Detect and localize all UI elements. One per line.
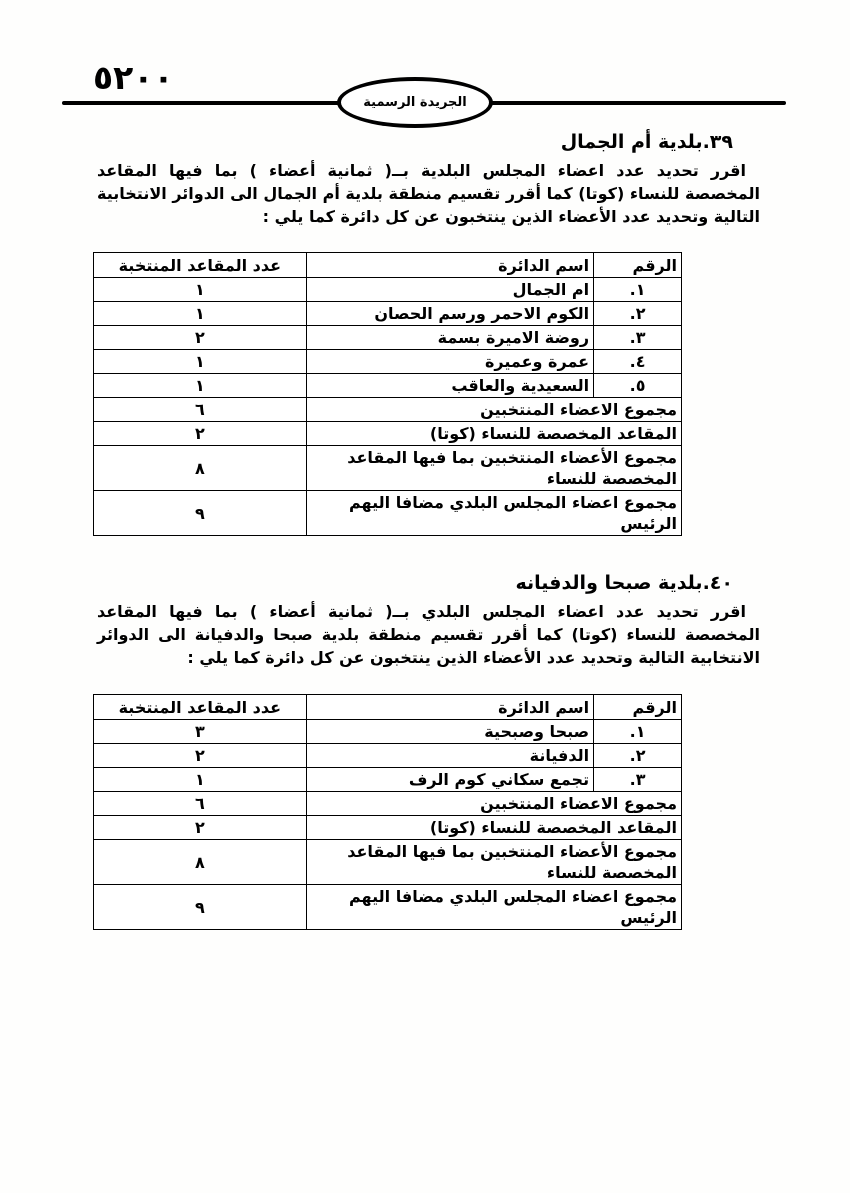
gazette-name: الجريدة الرسمية: [363, 95, 467, 110]
district-number: ١.: [594, 720, 682, 744]
district-name: ام الجمال: [306, 278, 593, 302]
column-header-district-name: اسم الدائرة: [306, 253, 593, 278]
section-40-paragraph: اقرر تحديد عدد اعضاء المجلس البلدي بــ( ثمانية أعضاء ) بما فيها المقاعد المخصصة للنساء (كوتا) كما أقرر تقسيم منطقة بلدية صبحا والدفيانة الى الدوائر الانتخابية التالية وتحديد عدد الأعضاء الذين ينتخبون عن كل دائرة كما يلي :: [97, 602, 760, 667]
district-number: ٣.: [594, 326, 682, 350]
seats-count: ١: [94, 374, 307, 398]
district-name: روضة الاميرة بسمة: [306, 326, 593, 350]
section-40-seats-table: [93, 694, 682, 930]
column-header-number: الرقم: [594, 695, 682, 720]
column-header-elected-seats: عدد المقاعد المنتخبة: [94, 695, 307, 720]
summary-row: [94, 792, 682, 816]
summary-row: [94, 816, 682, 840]
summary-value: ٨: [94, 840, 307, 885]
gazette-name-ellipse: [337, 77, 493, 128]
table-header-row: [94, 253, 682, 278]
seats-count: ١: [94, 350, 307, 374]
summary-label: مجموع الأعضاء المنتخبين بما فيها المقاعد المخصصة للنساء: [306, 840, 681, 885]
summary-label: مجموع الاعضاء المنتخبين: [306, 398, 681, 422]
column-header-number: الرقم: [594, 253, 682, 278]
district-name: عمرة وعميرة: [306, 350, 593, 374]
column-header-elected-seats: عدد المقاعد المنتخبة: [94, 253, 307, 278]
district-name: السعيدية والعاقب: [306, 374, 593, 398]
table-row: [94, 768, 682, 792]
section-39-seats-table: [93, 252, 682, 536]
summary-value: ٢: [94, 422, 307, 446]
district-number: ١.: [594, 278, 682, 302]
summary-row: [94, 398, 682, 422]
seats-count: ١: [94, 302, 307, 326]
summary-value: ٩: [94, 885, 307, 930]
summary-value: ٦: [94, 398, 307, 422]
table-row: [94, 374, 682, 398]
summary-label: مجموع اعضاء المجلس البلدي مضافا اليهم الرئيس: [306, 885, 681, 930]
seats-count: ٣: [94, 720, 307, 744]
seats-count: ٢: [94, 744, 307, 768]
district-number: ٢.: [594, 302, 682, 326]
summary-row: [94, 446, 682, 491]
section-40-title: ٤٠.بلدية صبحا والدفيانه: [515, 572, 733, 594]
district-number: ٢.: [594, 744, 682, 768]
summary-value: ٩: [94, 491, 307, 536]
table-row: [94, 350, 682, 374]
column-header-district-name: اسم الدائرة: [306, 695, 593, 720]
summary-value: ٦: [94, 792, 307, 816]
table-row: [94, 744, 682, 768]
summary-row: [94, 422, 682, 446]
summary-label: مجموع الأعضاء المنتخبين بما فيها المقاعد المخصصة للنساء: [306, 446, 681, 491]
district-number: ٣.: [594, 768, 682, 792]
table-row: [94, 302, 682, 326]
seats-count: ١: [94, 768, 307, 792]
section-39-title: ٣٩.بلدية أم الجمال: [560, 131, 733, 153]
seats-count: ١: [94, 278, 307, 302]
summary-label: مجموع اعضاء المجلس البلدي مضافا اليهم الرئيس: [306, 491, 681, 536]
table-row: [94, 720, 682, 744]
table-header-row: [94, 695, 682, 720]
seats-count: ٢: [94, 326, 307, 350]
district-name: الكوم الاحمر ورسم الحصان: [306, 302, 593, 326]
table-row: [94, 326, 682, 350]
summary-row: [94, 840, 682, 885]
summary-label: المقاعد المخصصة للنساء (كوتا): [306, 816, 681, 840]
summary-row: [94, 885, 682, 930]
table-row: [94, 278, 682, 302]
summary-label: المقاعد المخصصة للنساء (كوتا): [306, 422, 681, 446]
summary-value: ٢: [94, 816, 307, 840]
district-name: صبحا وصبحية: [306, 720, 593, 744]
district-name: الدفيانة: [306, 744, 593, 768]
page-number: ٥٢٠٠: [93, 58, 174, 97]
summary-label: مجموع الاعضاء المنتخبين: [306, 792, 681, 816]
summary-value: ٨: [94, 446, 307, 491]
district-name: تجمع سكاني كوم الرف: [306, 768, 593, 792]
section-39-paragraph: اقرر تحديد عدد اعضاء المجلس البلدية بــ( ثمانية أعضاء ) بما فيها المقاعد المخصصة للنساء (كوتا) كما أقرر تقسيم منطقة بلدية أم الجمال الى الدوائر الانتخابية التالية وتحديد عدد الأعضاء الذين ينتخبون عن كل دائرة كما يلي :: [97, 161, 760, 226]
summary-row: [94, 491, 682, 536]
district-number: ٤.: [594, 350, 682, 374]
district-number: ٥.: [594, 374, 682, 398]
